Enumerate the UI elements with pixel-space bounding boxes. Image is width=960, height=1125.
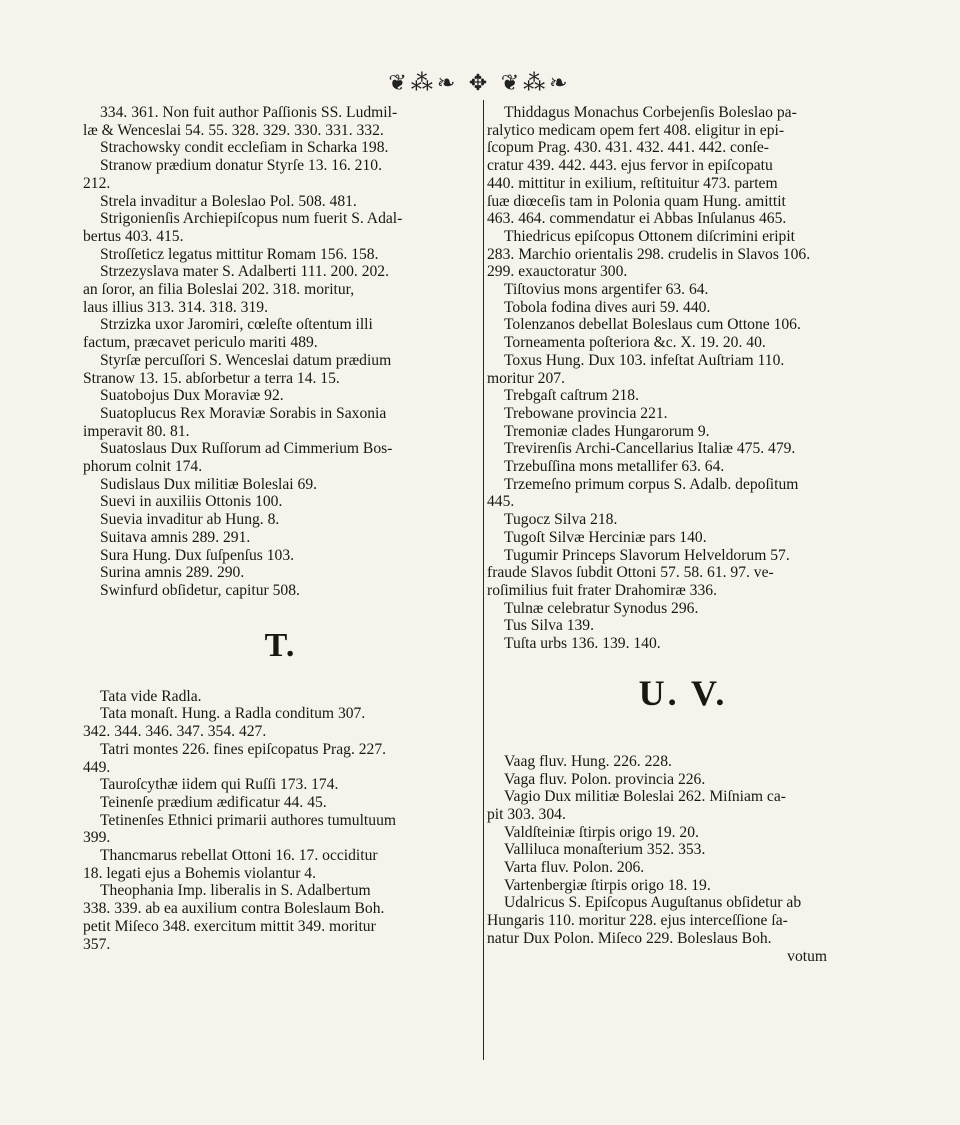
index-entry-line: Valdſteiniæ ſtirpis origo 19. 20. — [504, 823, 699, 841]
index-continuation-line: ſuæ diœceſis tam in Polonia quam Hung. amittit — [487, 192, 786, 210]
index-continuation-line: an ſoror, an filia Boleslai 202. 318. moritur, — [83, 281, 355, 299]
index-entry-line: Strzizka uxor Jaromiri, cœleſte oſtentum illi — [100, 316, 373, 334]
index-entry-line: Swinfurd obſidetur, capitur 508. — [100, 581, 300, 599]
index-entry-line: Strzezyslava mater S. Adalberti 111. 200. 202. — [100, 263, 389, 281]
index-continuation-line: imperavit 80. 81. — [83, 422, 190, 440]
index-entry-line: Suitava amnis 289. 291. — [100, 528, 251, 546]
index-continuation-line: natur Dux Polon. Miſeco 229. Boleslaus Boh. — [487, 929, 772, 947]
index-entry-line: Surina amnis 289. 290. — [100, 564, 245, 582]
index-entry-line: Stranow prædium donatur Styrſe 13. 16. 210. — [100, 157, 382, 175]
index-continuation-line: 463. 464. commendatur ei Abbas Inſulanus 465. — [487, 210, 787, 228]
index-entry-line: Suatoplucus Rex Moraviæ Sorabis in Saxonia — [100, 404, 387, 422]
index-continuation-line: 445. — [487, 493, 515, 511]
index-entry-line: Strachowsky condit eccleſiam in Scharka 198. — [100, 139, 389, 157]
index-entry-line: Trevirenſis Archi-Cancellarius Italiæ 475. 479. — [504, 440, 796, 458]
index-entry-line: Tolenzanos debellat Boleslaus cum Ottone 106. — [504, 316, 801, 334]
index-continuation-line: factum, præcavet periculo mariti 489. — [83, 334, 318, 352]
index-continuation-line: Hungaris 110. moritur 228. ejus interceſſione ſa- — [487, 912, 788, 930]
index-entry-line: Tuſta urbs 136. 139. 140. — [504, 635, 661, 653]
index-continuation-line: 357. — [83, 935, 111, 953]
index-entry-line: Valliluca monaſterium 352. 353. — [504, 841, 706, 859]
index-entry-line: Stroſſeticz legatus mittitur Romam 156. 158. — [100, 245, 379, 263]
index-entry-line: Tata monaſt. Hung. a Radla conditum 307. — [100, 705, 366, 723]
index-continuation-line: læ & Wenceslai 54. 55. 328. 329. 330. 331. 332. — [83, 121, 384, 139]
index-entry-line: Tauroſcythæ iidem qui Ruſſi 173. 174. — [100, 776, 339, 794]
index-entry-line: Suevia invaditur ab Hung. 8. — [100, 511, 280, 529]
index-entry-line: Varta fluv. Polon. 206. — [504, 859, 645, 877]
index-entry-line: 334. 361. Non fuit author Paſſionis SS. Ludmil- — [100, 104, 398, 121]
index-entry-line: Suatoslaus Dux Ruſſorum ad Cimmerium Bos- — [100, 440, 393, 458]
index-entry-line: Theophania Imp. liberalis in S. Adalbertum — [100, 882, 371, 900]
index-entry-line: Tobola fodina dives auri 59. 440. — [504, 298, 711, 316]
column-divider — [483, 100, 484, 1060]
index-entry-line: Sura Hung. Dux ſuſpenſus 103. — [100, 546, 295, 564]
catchword: votum — [787, 947, 827, 965]
index-entry-line: Tugoſt Silvæ Herciniæ pars 140. — [504, 528, 707, 546]
index-continuation-line: fraude Slavos ſubdit Ottoni 57. 58. 61. 97. ve- — [487, 564, 774, 582]
index-continuation-line: 399. — [83, 829, 111, 847]
index-continuation-line: ralytico medicam opem fert 408. eligitur in epi- — [487, 121, 785, 139]
index-entry-line: Tiſtovius mons argentifer 63. 64. — [504, 281, 709, 299]
index-entry-line: Tata vide Radla. — [100, 687, 202, 705]
index-entry-line: Suevi in auxiliis Ottonis 100. — [100, 493, 283, 511]
index-entry-line: Vartenbergiæ ſtirpis origo 18. 19. — [504, 876, 711, 894]
index-entry-line: Trebgaſt caſtrum 218. — [504, 387, 639, 405]
index-entry-line: Sudislaus Dux militiæ Boleslai 69. — [100, 475, 318, 493]
index-continuation-line: 449. — [83, 758, 111, 776]
index-continuation-line: petit Miſeco 348. exercitum mittit 349. moritur — [83, 917, 376, 935]
index-entry-line: Udalricus S. Epiſcopus Auguſtanus obſidetur ab — [504, 894, 802, 912]
index-column-left — [83, 104, 477, 953]
index-continuation-line: 283. Marchio orientalis 298. crudelis in Slavos 106. — [487, 245, 811, 263]
index-entry-line: Thiddagus Monachus Corbejenſis Boleslao pa- — [504, 104, 797, 121]
index-continuation-line: moritur 207. — [487, 369, 565, 387]
index-continuation-line: 18. legati ejus a Bohemis violantur 4. — [83, 864, 317, 882]
index-entry-line: Thancmarus rebellat Ottoni 16. 17. occiditur — [100, 847, 378, 865]
index-entry-line: Tus Silva 139. — [504, 617, 594, 635]
index-entry-line: Vaga fluv. Polon. provincia 226. — [504, 770, 706, 788]
index-entry-line: Trzebuſſina mons metallifer 63. 64. — [504, 458, 725, 476]
index-continuation-line: bertus 403. 415. — [83, 227, 184, 245]
index-entry-line: Teinenſe prædium ædificatur 44. 45. — [100, 793, 327, 811]
index-entry-line: Thiedricus epiſcopus Ottonem diſcrimini eripit — [504, 227, 796, 245]
index-continuation-line: Stranow 13. 15. abſorbetur a terra 14. 15. — [83, 369, 340, 387]
index-continuation-line: phorum colnit 174. — [83, 458, 203, 476]
index-entry-line: Tugumir Princeps Slavorum Helveldorum 57. — [504, 546, 790, 564]
index-entry-line: Trebowane provincia 221. — [504, 404, 668, 422]
index-column-right — [487, 104, 879, 965]
index-continuation-line: 342. 344. 346. 347. 354. 427. — [83, 723, 267, 741]
index-continuation-line: ſcopum Prag. 430. 431. 432. 441. 442. conſe- — [487, 139, 769, 157]
header-ornament: ❦⁂❧ ✥ ❦⁂❧ — [388, 70, 572, 95]
section-heading: T. — [264, 626, 296, 664]
index-entry-line: Strela invaditur a Boleslao Pol. 508. 481. — [100, 192, 357, 210]
index-entry-line: Torneamenta poſteriora &c. X. 19. 20. 40. — [504, 334, 766, 352]
index-continuation-line: roſimilius fuit frater Drahomiræ 336. — [487, 581, 717, 599]
index-continuation-line: 338. 339. ab ea auxilium contra Boleslaum Boh. — [83, 900, 385, 918]
index-entry-line: Tremoniæ clades Hungarorum 9. — [504, 422, 710, 440]
index-entry-line: Trzemeſno primum corpus S. Adalb. depoſitum — [504, 475, 799, 493]
index-continuation-line: 299. exauctoratur 300. — [487, 263, 628, 281]
index-continuation-line: 440. mittitur in exilium, reſtituitur 473. partem — [487, 174, 778, 192]
section-heading: U. V. — [638, 672, 728, 713]
index-continuation-line: 212. — [83, 174, 111, 192]
index-entry-line: Tatri montes 226. fines epiſcopatus Prag. 227. — [100, 740, 387, 758]
index-entry-line: Toxus Hung. Dux 103. infeſtat Auſtriam 110. — [504, 351, 785, 369]
index-continuation-line: pit 303. 304. — [487, 805, 566, 823]
index-continuation-line: laus illius 313. 314. 318. 319. — [83, 298, 268, 316]
index-entry-line: Tetinenſes Ethnici primarii authores tumultuum — [100, 811, 396, 829]
index-entry-line: Vagio Dux militiæ Boleslai 262. Miſniam ca- — [504, 788, 786, 806]
index-entry-line: Vaag fluv. Hung. 226. 228. — [504, 752, 672, 770]
index-entry-line: Suatobojus Dux Moraviæ 92. — [100, 387, 284, 405]
index-entry-line: Strigonienſis Archiepiſcopus num fuerit S. Adal- — [100, 210, 403, 228]
index-continuation-line: cratur 439. 442. 443. ejus fervor in epiſcopatu — [487, 157, 773, 175]
index-entry-line: Tugocz Silva 218. — [504, 511, 618, 529]
index-entry-line: Tulnæ celebratur Synodus 296. — [504, 599, 699, 617]
index-entry-line: Styrſæ percuſſori S. Wenceslai datum prædium — [100, 351, 392, 369]
